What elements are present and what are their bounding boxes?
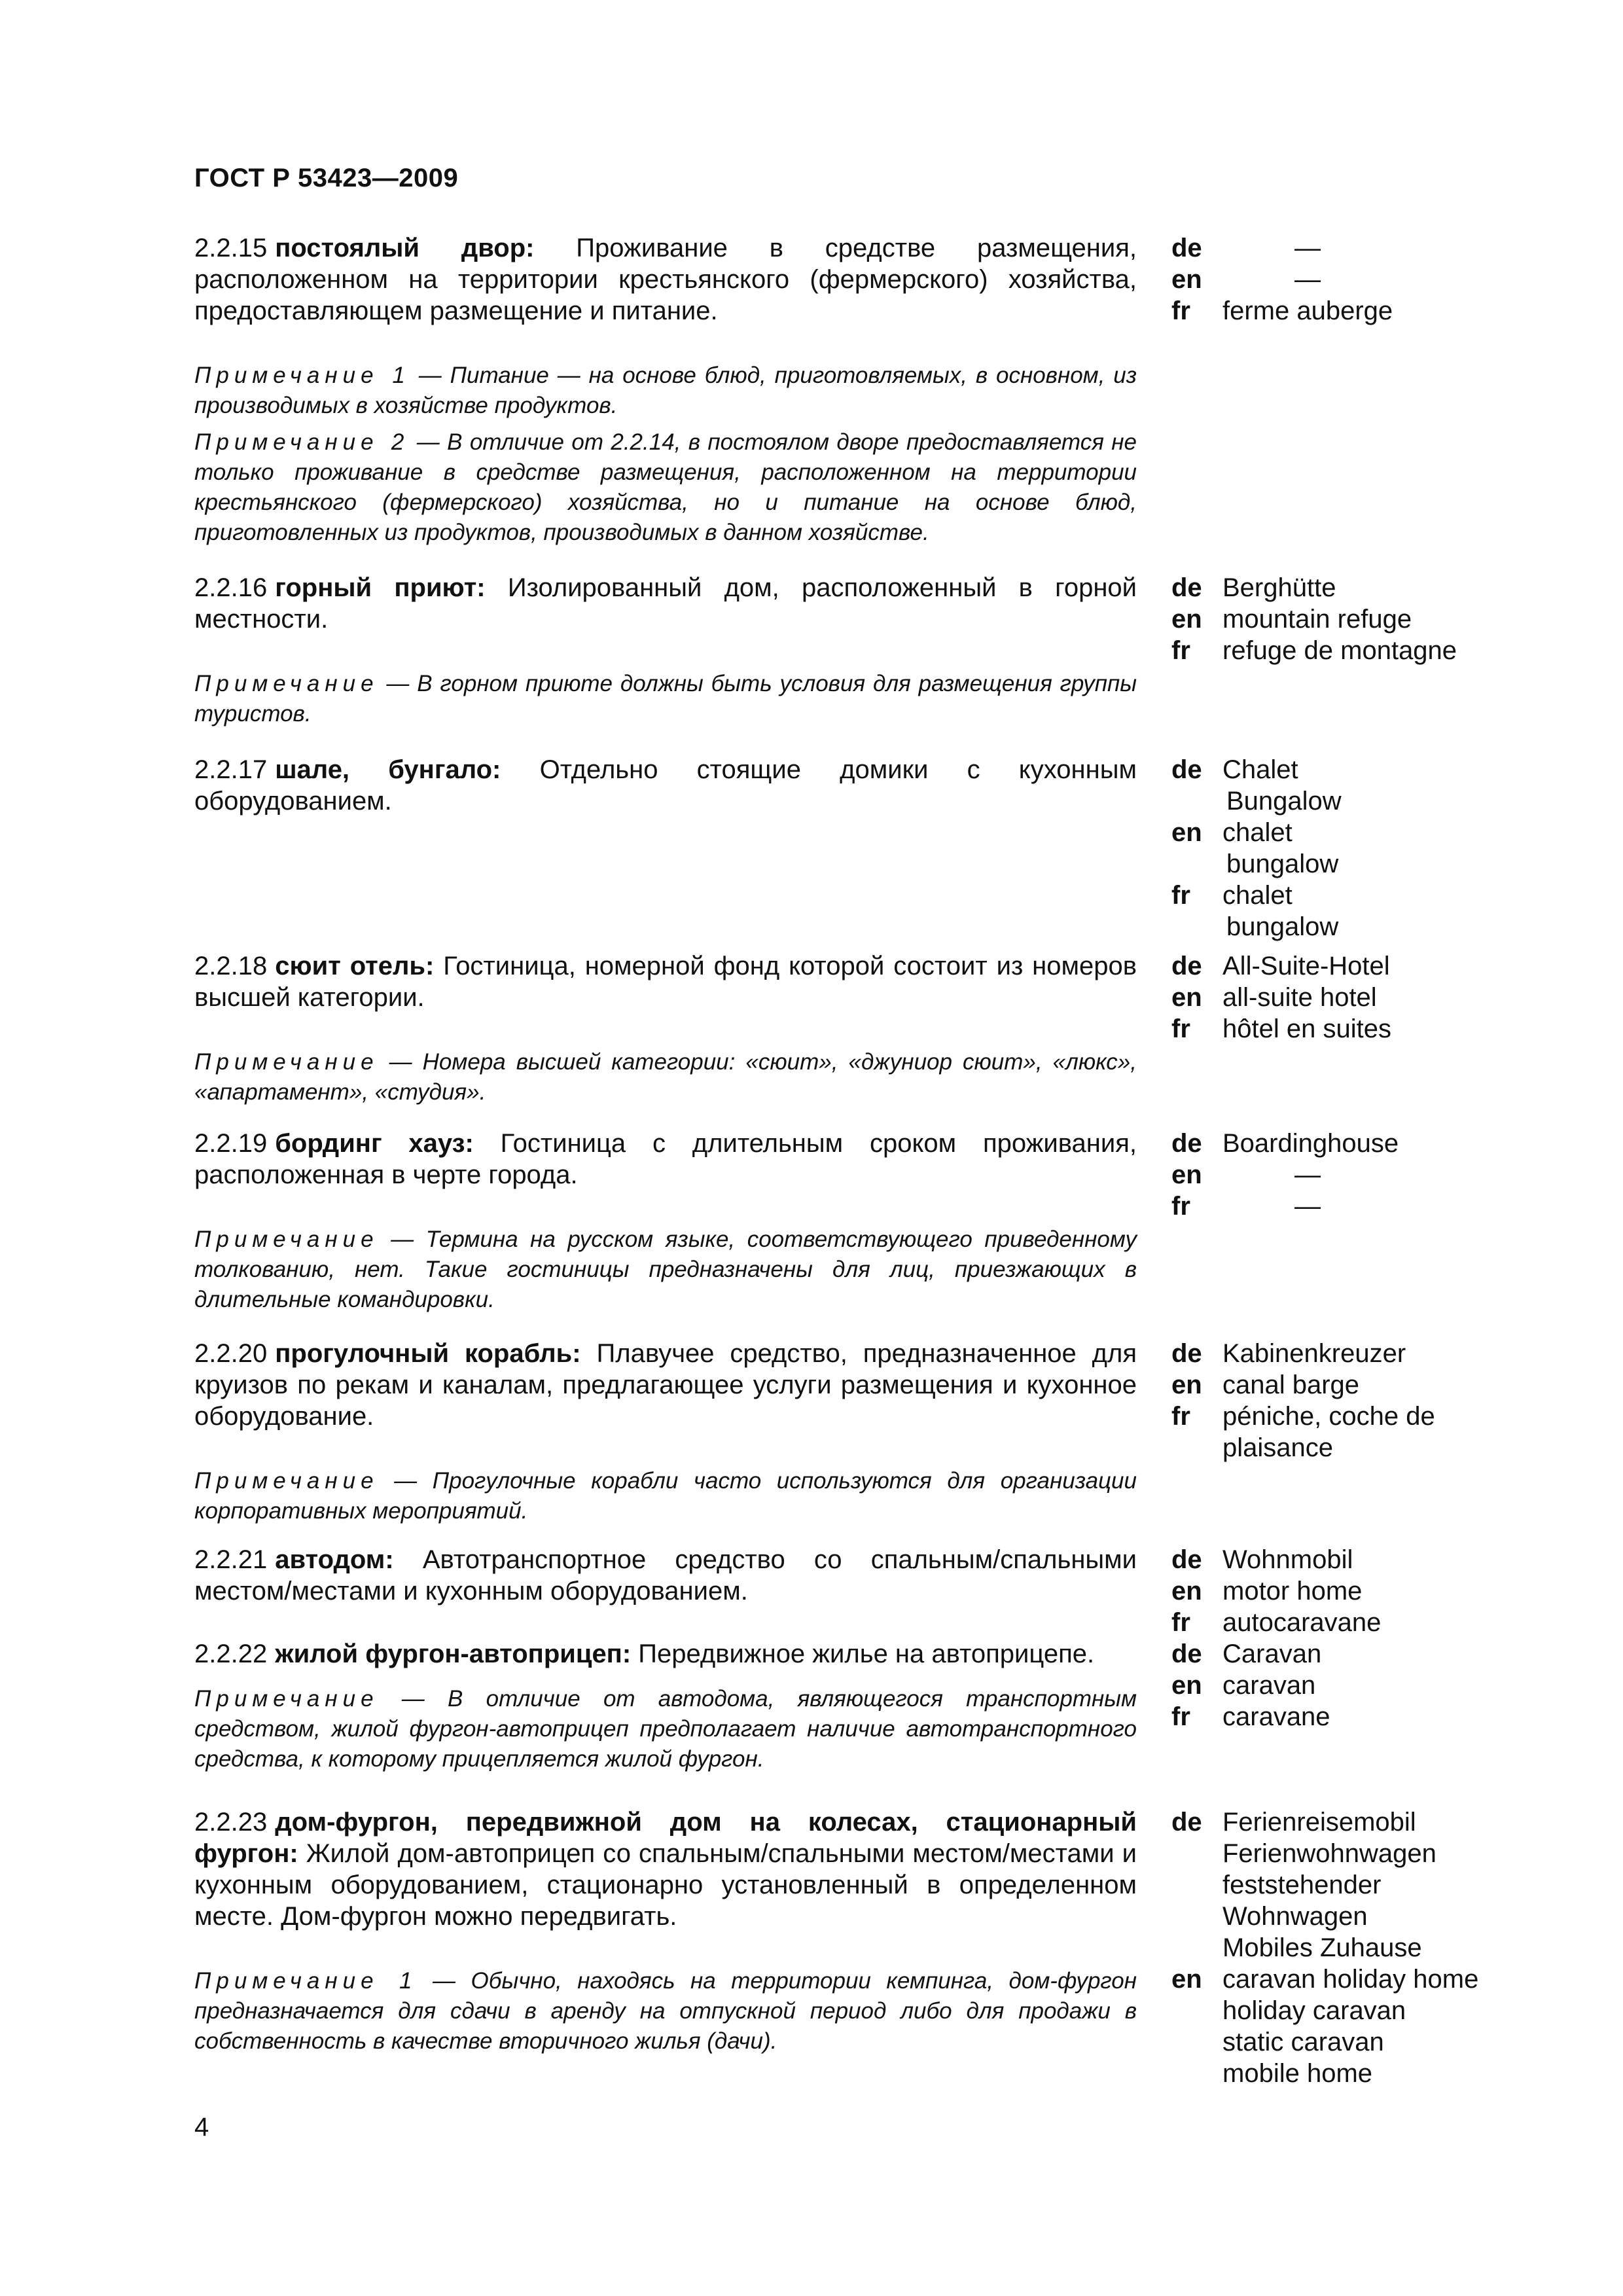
equivalent-term: All-Suite-Hotel — [1222, 952, 1390, 980]
lang-en — [1171, 1670, 1512, 1701]
equivalent-term: Kabinenkreuzer — [1222, 1339, 1406, 1368]
lang-fr — [1171, 1191, 1512, 1222]
equivalent-term: caravane — [1222, 1702, 1330, 1731]
lang-fr — [1171, 880, 1512, 942]
equivalent-term: caravan — [1222, 1671, 1316, 1700]
no-equivalent-dash: — — [1294, 1160, 1321, 1189]
equivalent-term: Berghütte — [1222, 573, 1336, 602]
no-equivalent-dash: — — [1294, 234, 1321, 262]
note-text: — Обычно, находясь на территории кемпинга, дом-фургон предназначается для сдачи в аренду на отпускной период либо для продажи в собственность в качестве вторичного жилья (дачи). — [194, 1968, 1137, 2054]
lang-en — [1171, 1159, 1512, 1191]
term-number: 2.2.16 — [194, 573, 268, 602]
term-definition — [194, 754, 1137, 817]
equivalent-term: Ferienwohnwagen — [1222, 1839, 1436, 1868]
definition-column — [194, 232, 1137, 548]
lang-code: en — [1171, 265, 1202, 294]
equivalent-term: Wohnmobil — [1222, 1545, 1353, 1574]
lang-fr — [1171, 635, 1512, 666]
note-label: Примечание 2 — [194, 429, 410, 455]
lang-fr — [1171, 1013, 1512, 1045]
term-definition — [194, 232, 1137, 327]
lang-en — [1171, 1964, 1512, 2089]
equivalent-term: Caravan — [1222, 1640, 1322, 1668]
term-name: автодом: — [275, 1545, 394, 1574]
note — [194, 1684, 1137, 1774]
equivalent-term: holiday caravan — [1222, 1996, 1406, 2025]
note-text: — Прогулочные корабли часто используются для организации корпоративных мероприятий. — [194, 1468, 1137, 1524]
term-definition — [194, 950, 1137, 1013]
lang-de — [1171, 572, 1512, 603]
note-label: Примечание — [194, 671, 379, 696]
equivalent-term: chalet — [1222, 881, 1293, 910]
equivalent-term: motor home — [1222, 1577, 1363, 1605]
term-definition — [194, 1638, 1137, 1670]
lang-code: en — [1171, 818, 1202, 847]
lang-en — [1171, 1575, 1512, 1607]
term-number: 2.2.22 — [194, 1640, 268, 1668]
definition-text: Жилой дом-автоприцеп со спальным/спальными местом/местами и кухонным оборудованием, стационарно установленный в определенном месте. Дом-фургон можно передвигать. — [194, 1839, 1137, 1931]
lang-code: en — [1171, 983, 1202, 1012]
equivalents-column — [1171, 754, 1512, 942]
definition-text: Плавучее средство, предназначенное для круизов по рекам и каналам, предлагающее услуги размещения и кухонное оборудование. — [194, 1339, 1137, 1431]
equivalent-term: Mobiles Zuhause — [1222, 1933, 1422, 1962]
definition-column — [194, 572, 1137, 729]
lang-fr — [1171, 1401, 1512, 1463]
lang-code: fr — [1171, 636, 1190, 665]
definition-text: Изолированный дом, расположенный в горной местности. — [194, 573, 1137, 634]
lang-code: fr — [1171, 1608, 1190, 1637]
document-header: ГОСТ Р 53423—2009 — [194, 164, 459, 192]
definition-column — [194, 1638, 1137, 1774]
lang-code: de — [1171, 1545, 1202, 1574]
note-label: Примечание 1 — [194, 363, 410, 388]
definition-column — [194, 950, 1137, 1107]
lang-code: de — [1171, 755, 1202, 784]
equivalent-term: canal barge — [1222, 1371, 1360, 1399]
term-definition — [194, 1338, 1137, 1432]
equivalent-term: bungalow — [1226, 850, 1339, 878]
equivalent-term: caravan holiday home — [1222, 1965, 1479, 1994]
lang-code: fr — [1171, 296, 1190, 325]
term-number: 2.2.23 — [194, 1808, 268, 1837]
equivalent-term: all-suite hotel — [1222, 983, 1377, 1012]
term-number: 2.2.19 — [194, 1129, 268, 1158]
lang-code: en — [1171, 605, 1202, 634]
definition-column — [194, 1128, 1137, 1315]
lang-code: en — [1171, 1371, 1202, 1399]
equivalent-term: refuge de montagne — [1222, 636, 1457, 665]
lang-code: en — [1171, 1160, 1202, 1189]
term-name: горный приют: — [275, 573, 486, 602]
lang-en — [1171, 982, 1512, 1013]
term-definition — [194, 1544, 1137, 1607]
lang-code: de — [1171, 1640, 1202, 1668]
lang-de — [1171, 1544, 1512, 1575]
lang-code: de — [1171, 952, 1202, 980]
equivalent-term: chalet — [1222, 818, 1293, 847]
term-name: шале, бунгало: — [275, 755, 501, 784]
lang-code: de — [1171, 573, 1202, 602]
lang-de — [1171, 1338, 1512, 1369]
equivalents-column — [1171, 1544, 1512, 1638]
term-definition — [194, 1806, 1137, 1932]
equivalent-term: Bungalow — [1226, 787, 1342, 816]
equivalent-term: bungalow — [1226, 912, 1339, 941]
lang-de — [1171, 232, 1512, 264]
definition-text: Гостиница, номерной фонд которой состоит из номеров высшей категории. — [194, 952, 1137, 1012]
equivalent-term: ferme auberge — [1222, 296, 1393, 325]
equivalents-column — [1171, 1806, 1512, 2089]
lang-de — [1171, 1638, 1512, 1670]
equivalents-column — [1171, 950, 1512, 1045]
equivalents-column — [1171, 1338, 1512, 1463]
lang-code: fr — [1171, 1402, 1190, 1431]
lang-en — [1171, 817, 1512, 880]
lang-code: de — [1171, 234, 1202, 262]
equivalent-term: péniche, coche de plaisance — [1222, 1402, 1435, 1462]
lang-code: en — [1171, 1965, 1202, 1994]
equivalents-column — [1171, 572, 1512, 666]
note — [194, 361, 1137, 421]
lang-code: de — [1171, 1808, 1202, 1837]
equivalent-term: autocaravane — [1222, 1608, 1382, 1637]
definition-text: Гостиница с длительным сроком проживания, расположенная в черте города. — [194, 1129, 1137, 1189]
lang-code: de — [1171, 1339, 1202, 1368]
note-text: — В отличие от автодома, являющегося транспортным средством, жилой фургон-автоприцеп предполагает наличие автотранспортного средства, к которому прицепляется жилой фургон. — [194, 1686, 1137, 1772]
lang-en — [1171, 1369, 1512, 1401]
term-definition — [194, 1128, 1137, 1191]
equivalent-term: static caravan — [1222, 2028, 1384, 2056]
equivalents-column — [1171, 1128, 1512, 1222]
note-label: Примечание 1 — [194, 1968, 418, 1994]
definition-column — [194, 1338, 1137, 1526]
lang-fr — [1171, 1701, 1512, 1732]
definition-text: Автотранспортное средство со спальным/спальными местом/местами и кухонным оборудованием. — [194, 1545, 1137, 1605]
equivalent-term: Chalet — [1222, 755, 1298, 784]
definition-column — [194, 754, 1137, 817]
definition-text: Передвижное жилье на автоприцепе. — [638, 1640, 1095, 1668]
lang-de — [1171, 1806, 1512, 1964]
term-number: 2.2.17 — [194, 755, 268, 784]
no-equivalent-dash: — — [1294, 1192, 1321, 1221]
equivalent-term: mountain refuge — [1222, 605, 1412, 634]
note-text: — Термина на русском языке, соответствующего приведенному толкованию, нет. Такие гостиницы предназначены для лиц, приезжающих в длительные командировки. — [194, 1227, 1137, 1312]
equivalents-column — [1171, 1638, 1512, 1732]
equivalent-term: Boardinghouse — [1222, 1129, 1399, 1158]
note — [194, 669, 1137, 729]
lang-de — [1171, 754, 1512, 817]
lang-code: fr — [1171, 1014, 1190, 1043]
lang-de — [1171, 950, 1512, 982]
lang-fr — [1171, 1607, 1512, 1638]
equivalent-term: mobile home — [1222, 2059, 1373, 2088]
lang-de — [1171, 1128, 1512, 1159]
equivalents-column — [1171, 232, 1512, 327]
lang-code: fr — [1171, 881, 1190, 910]
note — [194, 1966, 1137, 2056]
term-number: 2.2.15 — [194, 234, 268, 262]
note — [194, 1047, 1137, 1107]
equivalent-term: feststehender Wohnwagen — [1222, 1871, 1382, 1931]
lang-en — [1171, 603, 1512, 635]
note-text: — В отличие от 2.2.14, в постоялом дворе предоставляется не только проживание в средстве размещения, расположенном на территории крестьянского (фермерского) хозяйства, но и питание на основе блюд, приготовленных из продуктов, производимых в данном хозяйстве. — [194, 429, 1137, 545]
note-text: — В горном приюте должны быть условия для размещения группы туристов. — [194, 671, 1137, 726]
term-number: 2.2.20 — [194, 1339, 268, 1368]
term-name: прогулочный корабль: — [275, 1339, 581, 1368]
term-name: постоялый двор: — [275, 234, 535, 262]
note-text: — Номера высшей категории: «сюит», «джуниор сюит», «люкс», «апартамент», «студия». — [194, 1049, 1137, 1105]
definition-text: Отдельно стоящие домики с кухонным оборудованием. — [194, 755, 1137, 816]
equivalent-term: hôtel en suites — [1222, 1014, 1391, 1043]
definition-text: Проживание в средстве размещения, расположенном на территории крестьянского (фермерского) хозяйства, предоставляющем размещение и питание. — [194, 234, 1137, 325]
term-name: жилой фургон-автоприцеп: — [275, 1640, 632, 1668]
note — [194, 427, 1137, 548]
note-label: Примечание — [194, 1049, 379, 1075]
lang-code: en — [1171, 1577, 1202, 1605]
note-label: Примечание — [194, 1686, 379, 1712]
term-definition — [194, 572, 1137, 635]
page-number: 4 — [194, 2113, 209, 2142]
lang-en — [1171, 264, 1512, 295]
lang-code: fr — [1171, 1702, 1190, 1731]
note-label: Примечание — [194, 1227, 379, 1252]
term-number: 2.2.18 — [194, 952, 268, 980]
lang-code: en — [1171, 1671, 1202, 1700]
equivalent-term: Ferienreisemobil — [1222, 1808, 1416, 1837]
term-name: сюит отель: — [275, 952, 435, 980]
definition-column — [194, 1544, 1137, 1607]
lang-code: fr — [1171, 1192, 1190, 1221]
no-equivalent-dash: — — [1294, 265, 1321, 294]
term-number: 2.2.21 — [194, 1545, 268, 1574]
note — [194, 1466, 1137, 1526]
note-text: — Питание — на основе блюд, приготовляемых, в основном, из производимых в хозяйстве продуктов. — [194, 363, 1137, 418]
note — [194, 1225, 1137, 1315]
lang-fr — [1171, 295, 1512, 327]
term-name: дом-фургон, передвижной дом на колесах, стационарный фургон: — [194, 1808, 1137, 1868]
definition-column — [194, 1806, 1137, 2056]
note-label: Примечание — [194, 1468, 379, 1494]
term-name: бординг хауз: — [275, 1129, 474, 1158]
lang-code: de — [1171, 1129, 1202, 1158]
